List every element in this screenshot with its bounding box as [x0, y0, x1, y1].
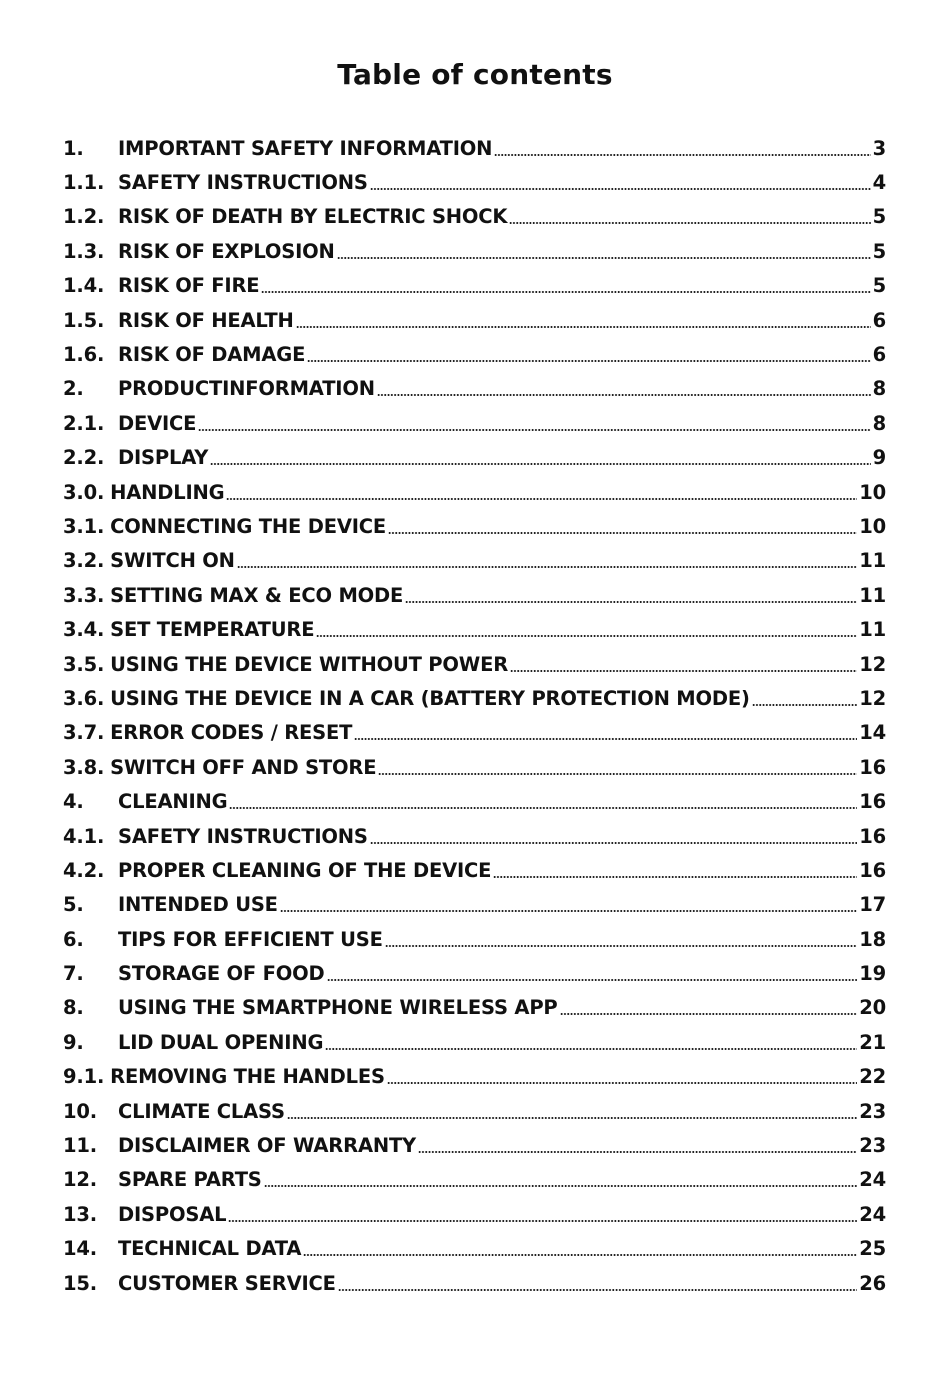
toc-entry-number: 1.3. [63, 239, 105, 263]
toc-entry-page-number: 11 [859, 549, 886, 573]
toc-entry-page-number: 5 [872, 205, 886, 229]
dot-leader [387, 1082, 857, 1084]
toc-entry-label: CONNECTING THE DEVICE [110, 514, 387, 538]
toc-entry-number: 1.2. [63, 205, 105, 229]
toc-entry-page-number: 12 [859, 686, 886, 710]
toc-entry-number: 3.5. [63, 652, 105, 676]
toc-entry-page-number: 16 [859, 755, 886, 779]
toc-entry[interactable] [63, 406, 886, 440]
dot-leader [210, 463, 870, 465]
dot-leader [493, 876, 857, 878]
dot-leader [377, 394, 871, 396]
dot-leader [752, 704, 858, 706]
dot-leader [327, 979, 858, 981]
toc-entry[interactable] [63, 165, 886, 199]
toc-entry-page-number: 8 [872, 377, 886, 401]
toc-entry-number: 4.2. [63, 858, 105, 882]
toc-entry-page-number: 24 [859, 1202, 886, 1226]
dot-leader [338, 1289, 857, 1291]
toc-entry-number: 5. [63, 893, 84, 917]
toc-entry[interactable] [63, 1163, 886, 1197]
toc-entry-number: 3.4. [63, 618, 105, 642]
dot-leader [385, 945, 858, 947]
dot-leader [510, 670, 857, 672]
toc-entry[interactable] [63, 922, 886, 956]
toc-entry[interactable] [63, 888, 886, 922]
toc-entry-label: TECHNICAL DATA [118, 1237, 302, 1261]
toc-entry-label: HANDLING [110, 480, 225, 504]
toc-entry[interactable] [63, 716, 886, 750]
toc-entry[interactable] [63, 269, 886, 303]
toc-entry[interactable] [63, 681, 886, 715]
toc-entry[interactable] [63, 991, 886, 1025]
toc-entry-number: 1.1. [63, 171, 105, 195]
dot-leader [303, 1254, 857, 1256]
toc-entry-label: RISK OF DEATH BY ELECTRIC SHOCK [118, 205, 508, 229]
dot-leader [370, 188, 871, 190]
toc-entry-number: 3.1. [63, 514, 105, 538]
toc-entry[interactable] [63, 1025, 886, 1059]
toc-entry-label: USING THE DEVICE IN A CAR (BATTERY PROTECTION MODE) [110, 686, 750, 710]
toc-entry-page-number: 6 [872, 343, 886, 367]
toc-entry[interactable] [63, 475, 886, 509]
toc-entry-label: RISK OF FIRE [118, 274, 260, 298]
toc-entry-number: 2.1. [63, 411, 105, 435]
toc-entry-number: 11. [63, 1134, 97, 1158]
toc-entry-page-number: 23 [859, 1099, 886, 1123]
toc-entry[interactable] [63, 234, 886, 268]
toc-entry-page-number: 6 [872, 308, 886, 332]
toc-entry-number: 6. [63, 927, 84, 951]
dot-leader [325, 1048, 857, 1050]
toc-entry-page-number: 26 [859, 1271, 886, 1295]
dot-leader [560, 1013, 858, 1015]
toc-entry[interactable] [63, 784, 886, 818]
toc-entry-number: 3.3. [63, 583, 105, 607]
toc-entry-number: 2.2. [63, 446, 105, 470]
toc-entry-number: 15. [63, 1271, 97, 1295]
toc-entry-number: 3.8. [63, 755, 105, 779]
toc-entry-page-number: 20 [859, 996, 886, 1020]
toc-entry-label: DEVICE [118, 411, 197, 435]
toc-entry-page-number: 22 [859, 1065, 886, 1089]
toc-entry[interactable] [63, 372, 886, 406]
toc-entry[interactable] [63, 1266, 886, 1300]
toc-entry[interactable] [63, 337, 886, 371]
toc-entry-number: 9. [63, 1030, 84, 1054]
toc-entry-label: REMOVING THE HANDLES [110, 1065, 385, 1089]
dot-leader [198, 429, 870, 431]
dot-leader [378, 773, 857, 775]
toc-entry-label: SAFETY INSTRUCTIONS [118, 171, 368, 195]
toc-entry-page-number: 16 [859, 790, 886, 814]
toc-entry-page-number: 21 [859, 1030, 886, 1054]
dot-leader [494, 154, 870, 156]
dot-leader [226, 498, 857, 500]
toc-entry-label: SETTING MAX & ECO MODE [110, 583, 404, 607]
toc-entry[interactable] [63, 303, 886, 337]
dot-leader [405, 601, 857, 603]
toc-entry-number: 1.5. [63, 308, 105, 332]
toc-entry-number: 13. [63, 1202, 97, 1226]
toc-entry-number: 1.6. [63, 343, 105, 367]
toc-entry-label: IMPORTANT SAFETY INFORMATION [118, 136, 493, 160]
page-title: Table of contents [337, 58, 613, 91]
toc-entry-page-number: 18 [859, 927, 886, 951]
dot-leader [418, 1151, 857, 1153]
toc-entry-label: USING THE SMARTPHONE WIRELESS APP [118, 996, 558, 1020]
dot-leader [509, 222, 870, 224]
toc-entry-page-number: 19 [859, 962, 886, 986]
toc-entry-label: CLEANING [118, 790, 228, 814]
toc-entry[interactable] [63, 647, 886, 681]
dot-leader [264, 1185, 858, 1187]
toc-entry-page-number: 11 [859, 583, 886, 607]
toc-entry-page-number: 8 [872, 411, 886, 435]
toc-entry-page-number: 4 [872, 171, 886, 195]
toc-entry[interactable] [63, 200, 886, 234]
toc-entry-number: 4. [63, 790, 84, 814]
toc-entry-page-number: 11 [859, 618, 886, 642]
dot-leader [354, 738, 857, 740]
dot-leader [228, 1220, 857, 1222]
toc-entry-number: 7. [63, 962, 84, 986]
toc-entry-page-number: 16 [859, 824, 886, 848]
toc-entry[interactable] [63, 131, 886, 165]
toc-entry[interactable] [63, 612, 886, 646]
toc-entry-label: CUSTOMER SERVICE [118, 1271, 336, 1295]
dot-leader [261, 291, 870, 293]
toc-entry-label: RISK OF HEALTH [118, 308, 294, 332]
toc-entry-number: 14. [63, 1237, 97, 1261]
toc-entry[interactable] [63, 1060, 886, 1094]
dot-leader [316, 635, 857, 637]
toc-entry-number: 2. [63, 377, 84, 401]
toc-entry-label: SWITCH OFF AND STORE [110, 755, 377, 779]
toc-entry-label: ERROR CODES / RESET [110, 721, 353, 745]
dot-leader [229, 807, 857, 809]
toc-entry-label: DISPLAY [118, 446, 209, 470]
dot-leader [337, 257, 871, 259]
toc-entry-page-number: 5 [872, 239, 886, 263]
toc-entry-label: SET TEMPERATURE [110, 618, 315, 642]
toc-entry-number: 4.1. [63, 824, 105, 848]
toc-entry[interactable] [63, 544, 886, 578]
toc-entry-label: RISK OF EXPLOSION [118, 239, 335, 263]
toc-entry-number: 9.1. [63, 1065, 105, 1089]
toc-entry-number: 3.0. [63, 480, 105, 504]
toc-entry-number: 10. [63, 1099, 97, 1123]
toc-entry-page-number: 12 [859, 652, 886, 676]
toc-entry-number: 12. [63, 1168, 97, 1192]
dot-leader [370, 842, 857, 844]
toc-entry-label: PROPER CLEANING OF THE DEVICE [118, 858, 492, 882]
toc-entry-label: INTENDED USE [118, 893, 278, 917]
toc-entry-page-number: 9 [872, 446, 886, 470]
dot-leader [307, 360, 870, 362]
dot-leader [287, 1117, 857, 1119]
toc-entry-label: STORAGE OF FOOD [118, 962, 325, 986]
toc-entry-page-number: 25 [859, 1237, 886, 1261]
dot-leader [296, 326, 871, 328]
toc-entry[interactable] [63, 509, 886, 543]
toc-entry-page-number: 5 [872, 274, 886, 298]
toc-entry-page-number: 3 [872, 136, 886, 160]
toc-entry-label: TIPS FOR EFFICIENT USE [118, 927, 383, 951]
toc-entry[interactable] [63, 1232, 886, 1266]
toc-entry-number: 1. [63, 136, 84, 160]
toc-entry-label: PRODUCTINFORMATION [118, 377, 375, 401]
toc-entry-label: SPARE PARTS [118, 1168, 262, 1192]
toc-entry[interactable] [63, 578, 886, 612]
toc-entry-label: CLIMATE CLASS [118, 1099, 285, 1123]
toc-entry-number: 1.4. [63, 274, 105, 298]
toc-entry-number: 3.6. [63, 686, 105, 710]
toc-entry-number: 3.2. [63, 549, 105, 573]
toc-entry-label: DISPOSAL [118, 1202, 227, 1226]
toc-entry-label: SWITCH ON [110, 549, 235, 573]
toc-entry[interactable] [63, 1128, 886, 1162]
toc-entry-label: DISCLAIMER OF WARRANTY [118, 1134, 416, 1158]
toc-entry-page-number: 10 [859, 514, 886, 538]
toc-entry-page-number: 16 [859, 858, 886, 882]
toc-entry-label: USING THE DEVICE WITHOUT POWER [110, 652, 509, 676]
toc-entry-number: 8. [63, 996, 84, 1020]
toc-entry[interactable] [63, 750, 886, 784]
toc-entry-page-number: 24 [859, 1168, 886, 1192]
toc-entry-label: LID DUAL OPENING [118, 1030, 324, 1054]
toc-entry-label: RISK OF DAMAGE [118, 343, 306, 367]
table-of-contents [63, 131, 886, 1300]
toc-entry-page-number: 10 [859, 480, 886, 504]
dot-leader [388, 532, 857, 534]
toc-entry[interactable] [63, 1197, 886, 1231]
toc-entry[interactable] [63, 853, 886, 887]
dot-leader [237, 566, 857, 568]
toc-entry-label: SAFETY INSTRUCTIONS [118, 824, 368, 848]
toc-entry[interactable] [63, 441, 886, 475]
toc-entry-number: 3.7. [63, 721, 105, 745]
dot-leader [280, 910, 857, 912]
toc-entry[interactable] [63, 1094, 886, 1128]
toc-entry-page-number: 23 [859, 1134, 886, 1158]
toc-entry[interactable] [63, 956, 886, 990]
toc-entry-page-number: 14 [859, 721, 886, 745]
toc-entry-page-number: 17 [859, 893, 886, 917]
toc-entry[interactable] [63, 819, 886, 853]
